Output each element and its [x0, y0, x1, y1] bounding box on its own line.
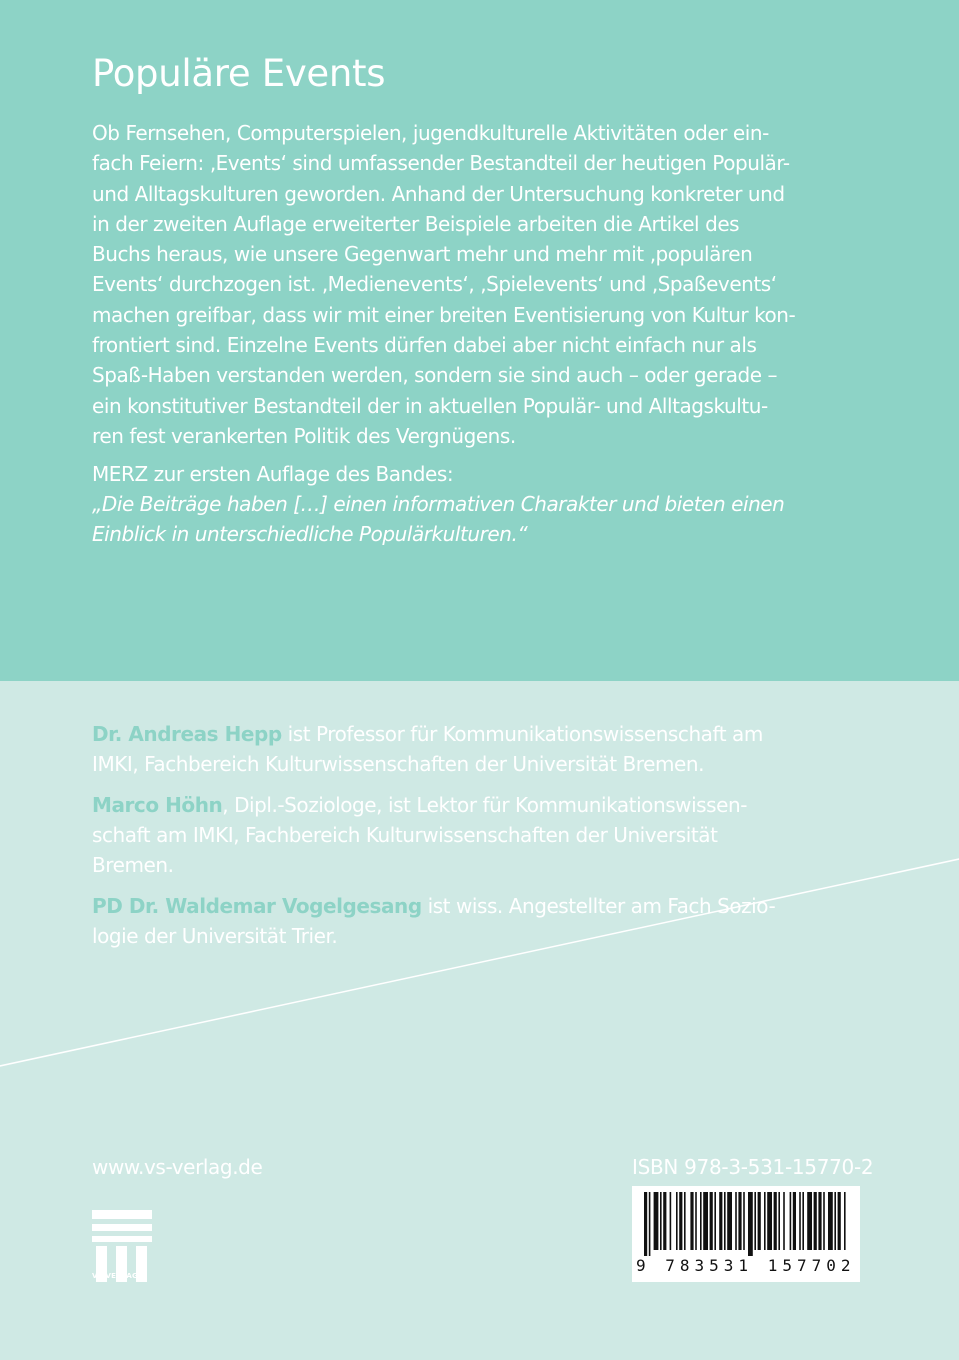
- barcode-bar: [807, 1192, 812, 1250]
- barcode-bar: [783, 1192, 785, 1250]
- barcode-bar: [663, 1192, 666, 1250]
- blurb-line: Buchs heraus, wie unsere Gegenwart mehr und mehr mit ‚populären: [92, 242, 753, 267]
- author-bio-vogelgesang: [92, 891, 872, 951]
- blurb-line: fach Feiern: ‚Events‘ sind umfassender Bestandteil der heutigen Populär-: [92, 151, 790, 176]
- barcode-bar: [758, 1192, 761, 1250]
- barcode-bar: [710, 1192, 713, 1250]
- author-bio-hoehn: [92, 790, 872, 880]
- barcode-bar: [844, 1192, 846, 1250]
- blurb-line: Events‘ durchzogen ist. ‚Medienevents‘, ‚Spielevents‘ und ‚Spaßevents‘: [92, 272, 777, 297]
- blurb-line: Ob Fernsehen, Computerspielen, jugendkulturelle Aktivitäten oder ein-: [92, 121, 769, 145]
- barcode-bar: [823, 1192, 825, 1250]
- barcode-bar: [679, 1192, 682, 1250]
- barcode-bar: [743, 1192, 745, 1250]
- review-quote-line: Einblick in unterschiedliche Populärkulturen.“: [92, 522, 528, 546]
- barcode-bar: [703, 1192, 708, 1250]
- blurb-line: in der zweiten Auflage erweiterter Beispiele arbeiten die Artikel des: [92, 211, 740, 236]
- barcode-bar: [754, 1192, 756, 1250]
- barcode-bar: [767, 1192, 772, 1250]
- barcode-bar: [799, 1192, 801, 1250]
- barcode-bar: [649, 1192, 651, 1256]
- barcode-bar: [727, 1192, 732, 1250]
- author-bio-text: ist wiss. Angestellter am Fach Sozio-: [421, 894, 776, 918]
- author-bio-text: schaft am IMKI, Fachbereich Kulturwissenschaften der Universität: [92, 823, 718, 847]
- barcode-bar: [676, 1192, 678, 1250]
- barcode-bar: [818, 1192, 821, 1250]
- review-source: MERZ zur ersten Auflage des Bandes:: [92, 462, 454, 486]
- barcode-icon: [632, 1186, 860, 1256]
- barcode-bar: [834, 1192, 836, 1250]
- publisher-url[interactable]: www.vs-verlag.de: [92, 1155, 263, 1179]
- barcode-bar: [719, 1192, 722, 1250]
- barcode-bar: [644, 1192, 647, 1256]
- barcode-bar: [684, 1192, 686, 1250]
- barcode-bar: [714, 1192, 716, 1250]
- blurb-line: ren fest verankerten Politik des Vergnügens.: [92, 423, 516, 448]
- barcode-bar: [828, 1192, 833, 1250]
- isbn-number: ISBN 978-3-531-15770-2: [632, 1155, 874, 1179]
- barcode-bar: [735, 1192, 737, 1250]
- book-title: Populäre Events: [92, 52, 386, 95]
- barcode-bar: [695, 1192, 697, 1250]
- barcode-bar: [660, 1192, 662, 1250]
- blurb-line: Spaß-Haben verstanden werden, sondern sie sind auch – oder gerade –: [92, 363, 778, 388]
- author-bio-text: , Dipl.-Soziologe, ist Lektor für Kommunikationswissen-: [222, 793, 747, 817]
- barcode-bar: [790, 1192, 792, 1250]
- blurb-line: und Alltagskulturen geworden. Anhand der Untersuchung konkreter und: [92, 181, 785, 206]
- author-bio-hepp: [92, 719, 872, 779]
- barcode-digits: 9 783531 157702: [636, 1256, 856, 1275]
- barcode-bar: [724, 1192, 726, 1250]
- review-quote-line: „Die Beiträge haben […] einen informativen Charakter und bieten einen: [92, 492, 785, 516]
- author-name: Dr. Andreas Hepp: [92, 722, 282, 746]
- blurb-line: frontiert sind. Einzelne Events dürfen dabei aber nicht einfach nur als: [92, 333, 757, 358]
- author-bio-text: IMKI, Fachbereich Kulturwissenschaften der Universität Bremen.: [92, 752, 705, 776]
- barcode-bar: [793, 1192, 796, 1250]
- barcode-bar: [802, 1192, 804, 1250]
- author-bio-text: ist Professor für Kommunikationswissenschaft am: [281, 722, 763, 746]
- blurb-line: machen greifbar, dass wir mit einer breiten Eventisierung von Kultur kon-: [92, 302, 796, 327]
- barcode-bar: [748, 1192, 753, 1256]
- barcode-bar: [764, 1192, 766, 1250]
- barcode-bar: [654, 1192, 659, 1250]
- publisher-logo-text: VS VERLAG: [92, 1272, 138, 1280]
- author-name: PD Dr. Waldemar Vogelgesang: [92, 894, 422, 918]
- author-name: Marco Höhn: [92, 793, 223, 817]
- barcode-bar: [670, 1192, 672, 1250]
- author-bio-text: Bremen.: [92, 853, 174, 877]
- barcode-bar: [700, 1192, 702, 1250]
- blurb-line: ein konstitutiver Bestandteil der in aktuellen Populär- und Alltagskultu-: [92, 393, 768, 418]
- barcode-bar: [738, 1192, 741, 1250]
- author-bio-text: logie der Universität Trier.: [92, 924, 338, 948]
- barcode-bar: [814, 1192, 817, 1250]
- barcode-bar: [774, 1192, 777, 1250]
- review-quote: [92, 459, 882, 549]
- blurb-text: [92, 118, 872, 451]
- barcode-bar: [838, 1192, 841, 1250]
- barcode-bar: [690, 1192, 693, 1250]
- barcode-bar: [778, 1192, 780, 1250]
